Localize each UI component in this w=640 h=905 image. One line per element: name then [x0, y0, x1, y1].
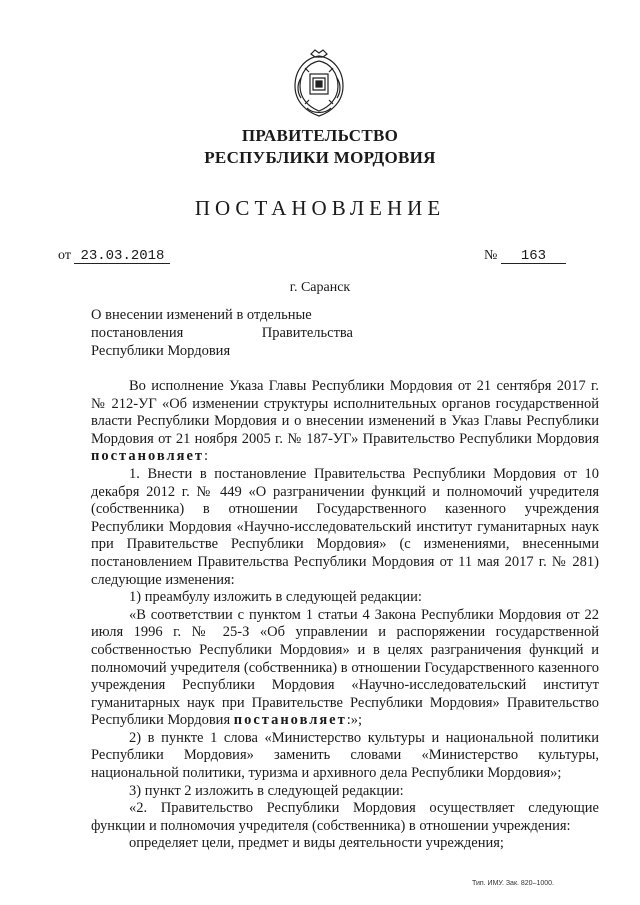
paragraph-quote-preamble [91, 607, 599, 730]
emphasis-resolves: постановляет [91, 448, 205, 465]
date-prefix: от [58, 248, 71, 263]
paragraph-subitem-3: 3) пункт 2 изложить в следующей редакции: [129, 782, 404, 799]
city: г. Саранск [289, 280, 351, 295]
punctuation: : [204, 448, 209, 465]
document-body [91, 378, 599, 853]
subject-line2-right: Правительства [261, 325, 353, 341]
org-name-line1: ПРАВИТЕЛЬСТВО [241, 126, 399, 145]
print-info: Тип. ИМУ. Зак. 820–1000. [472, 880, 554, 887]
paragraph-function-1: определяет цели, предмет и виды деятельности учреждения; [129, 835, 504, 852]
paragraph-quote-item-2: «2. Правительство Республики Мордовия осуществляет следующие функции и полномочия учредителя (собственника) в отношении учреждения: [91, 800, 599, 834]
number-prefix: № [484, 248, 498, 263]
paragraph-preamble [91, 378, 599, 466]
paragraph-text: «В соответствии с пунктом 1 статьи 4 Закона Республики Мордовия от 22 июля 1996 г. № 25-З «Об управлении и распоряжении государственной собственностью Республики Мордовия» и в целях разграничения функций и полномочий учредителя (собственника) в отношении Государственного казенного учреждения Республики Мордовия «Научно-исследовательский институт гуманитарных наук при Правительстве Республики Мордовия» Правительство Республики Мордовия [91, 606, 599, 729]
punctuation: :»; [346, 712, 363, 729]
paragraph-subitem-1: 1) преамбулу изложить в следующей редакции: [129, 589, 422, 606]
subject-line2-left: постановления [91, 325, 184, 341]
number-field [484, 248, 566, 264]
subject-block [91, 306, 353, 360]
number-value: 163 [501, 249, 566, 264]
subject-line3: Республики Мордовия [91, 343, 231, 359]
paragraph-item-1: 1. Внести в постановление Правительства Республики Мордовия от 10 декабря 2012 г. № 449 «О разграничении функций и полномочий учредителя (собственника) в отношении Государственного казенного учреждения Республики Мордовия «Научно-исследовательский институт гуманитарных наук при Правительстве Республики Мордовия» (с изменениями, внесенными постановлением Правительства Республики Мордовия от 11 мая 2017 г. № 281) следующие изменения: [91, 465, 599, 588]
paragraph-subitem-2: 2) в пункте 1 слова «Министерство культуры и национальной политики Республики Мордовия» заменить словами «Министерство культуры, национальной политики, туризма и архивного дела Республики Мордовия»; [91, 729, 599, 782]
emphasis-resolves: постановляет [233, 712, 347, 729]
subject-line2 [91, 324, 353, 342]
subject-line1: О внесении изменений в отдельные [91, 307, 312, 323]
org-name-line2: РЕСПУБЛИКИ МОРДОВИЯ [204, 148, 436, 167]
coat-of-arms-emblem [287, 48, 351, 120]
document-type-title: ПОСТАНОВЛЕНИЕ [194, 196, 446, 220]
date-field [58, 248, 170, 264]
date-value: 23.03.2018 [74, 249, 170, 264]
paragraph-text: Во исполнение Указа Главы Республики Мордовия от 21 сентября 2017 г. № 212-УГ «Об изменении структуры исполнительных органов государственной власти Республики Мордовия и о внесении изменений в Указ Главы Республики Мордовия от 21 ноября 2005 г. № 187-УГ» Правительство Республики Мордовия [91, 378, 599, 447]
